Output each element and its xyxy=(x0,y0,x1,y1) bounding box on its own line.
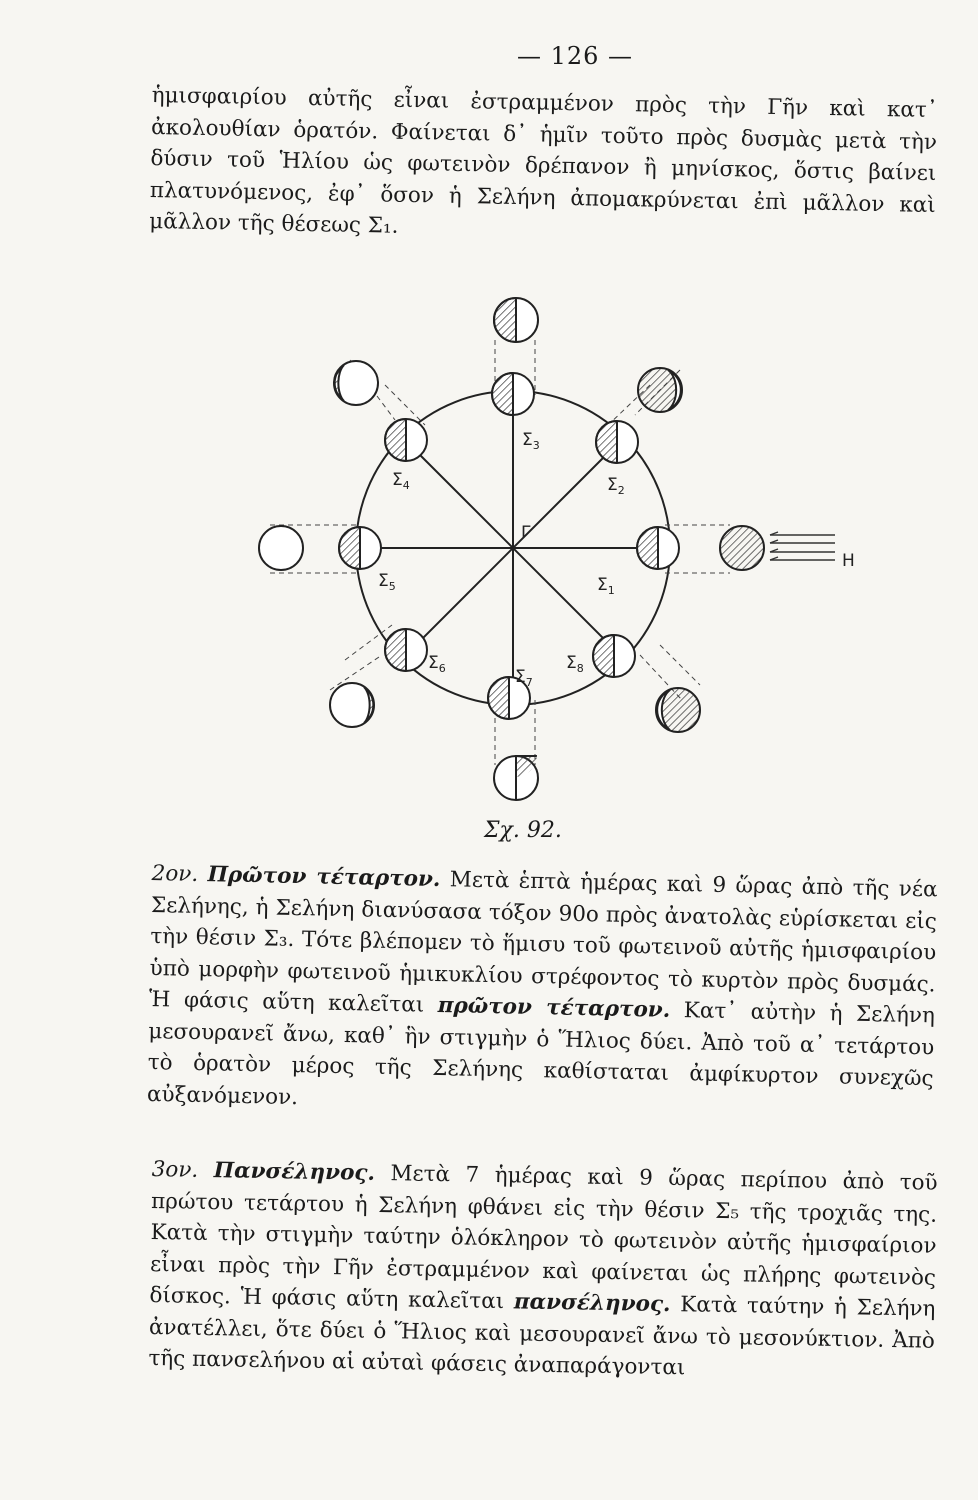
section-term: Πανσέληνος. xyxy=(213,1158,376,1186)
label-sun: Η xyxy=(842,551,855,571)
label-s2: $\Sigma_2$ xyxy=(607,475,625,497)
moon-phases-diagram xyxy=(0,290,978,830)
label-s4: $\Sigma_4$ xyxy=(392,470,410,492)
phase-full-moon xyxy=(259,526,303,570)
sun-rays xyxy=(770,532,835,560)
phase-crescent xyxy=(638,368,682,412)
paragraph-3-text-a: Μετὰ 7 ἡμέρας καὶ 9 ὥρας περίπου ἀπὸ τοῦ πρώτου τετάρτου ἡ Σελήνη φθάνει εἰς τὴν θέσιν Σ₅ τῆς τροχιᾶς της. Κατὰ τὴν στιγμὴν ταύτην ὁλόκληρον τὸ φωτεινὸν αὐτῆς ἡμισφαίριον εἶναι πρὸς τὴν Γῆν ἐστραμμένον καὶ φαίνεται ὡς πλήρης φωτεινὸς δίσκος. Ἡ φάσις αὕτη καλεῖται xyxy=(149,1160,938,1315)
moon-sigma-2 xyxy=(596,421,638,463)
label-s7: $\Sigma_7$ xyxy=(515,667,533,689)
section-term: Πρῶτον τέταρτον. xyxy=(207,862,441,893)
phase-waxing-gibbous xyxy=(334,361,378,405)
moon-sigma-8 xyxy=(593,635,635,677)
paragraph-2 xyxy=(147,858,938,1126)
label-center: Γ xyxy=(521,523,531,543)
moon-sigma-1 xyxy=(637,527,679,569)
orbit-moons xyxy=(339,373,679,719)
paragraph-3 xyxy=(148,1154,938,1388)
paragraph-2-text-b: Κατ᾽ αὐτὴν ἡ Σελήνη μεσουρανεῖ ἄνω, καθ᾽ ἣν στιγμὴν ὁ Ἥλιος δύει. Ἀπὸ τοῦ α᾽ τετάρτου τὸ ὁρατὸν μέρος τῆς Σελήνης καθίσταται ἀμφίκυρτον συνεχῶς αὐξανόμενον. xyxy=(146,997,936,1110)
moon-sigma-6 xyxy=(385,629,427,671)
label-s1: $\Sigma_1$ xyxy=(597,575,615,597)
phase-waning-gibbous xyxy=(330,683,374,727)
figure-caption: Σχ. 92. xyxy=(484,818,562,843)
phase-new-moon xyxy=(720,526,764,570)
phase-first-quarter xyxy=(494,298,538,342)
moon-sigma-5 xyxy=(339,527,381,569)
label-s5: $\Sigma_5$ xyxy=(378,571,396,593)
label-s6: $\Sigma_6$ xyxy=(428,653,446,675)
paragraph-3-text-b: Κατὰ ταύτην ἡ Σελήνη ἀνατέλλει, ὅτε δύει ὁ Ἥλιος καὶ μεσουρανεῖ ἄνω τὸ μεσονύκτιον. Ἀπὸ τῆς πανσελήνου αἱ αὐταὶ φάσεις ἀναπαράγονται xyxy=(148,1292,936,1381)
section-number: 2ον. xyxy=(151,860,199,887)
phase-waning-crescent xyxy=(656,688,700,732)
page-number: — 126 — xyxy=(516,42,634,70)
section-term-inline: πανσέληνος. xyxy=(513,1289,671,1318)
section-number: 3ον. xyxy=(151,1156,199,1183)
moon-sigma-3 xyxy=(492,373,534,415)
paragraph-2-text-a: Μετὰ ἑπτὰ ἡμέρας καὶ 9 ὥρας ἀπὸ τῆς νέα Σελήνης, ἡ Σελήνη διανύσασα τόξον 90ο πρὸς ἀνατολὰς εὑρίσκεται εἰς τὴν θέσιν Σ₃. Τότε βλέπομεν τὸ ἥμισυ τοῦ φωτεινοῦ αὐτῆς ἡμισφαιρίου ὑπὸ μορφὴν φωτεινοῦ ἡμικυκλίου στρέφοντος τὸ κυρτὸν πρὸς δυσμάς. Ἡ φάσις αὕτη καλεῖται xyxy=(148,867,938,1019)
label-s3: $\Sigma_3$ xyxy=(522,430,540,452)
paragraph-1: ἡμισφαιρίου αὐτῆς εἶναι ἐστραμμένον πρὸς τὴν Γῆν καὶ κατ᾽ ἀκολουθίαν ὁρατόν. Φαίνεται δ᾽ ἡμῖν τοῦτο πρὸς δυσμὰς μετὰ τὴν δύσιν τοῦ Ἡλίου ὡς φωτεινὸν δρέπανον ἢ μηνίσκος, ὅστις βαίνει πλατυνόμενος, ἐφ᾽ ὅσον ἡ Σελήνη ἀπομακρύνεται ἐπὶ μᾶλλον καὶ μᾶλλον τῆς θέσεως Σ₁. xyxy=(149,82,938,239)
label-s8: $\Sigma_8$ xyxy=(566,653,584,675)
moon-sigma-4 xyxy=(385,419,427,461)
section-term-inline: πρῶτον τέταρτον. xyxy=(437,993,671,1023)
phase-last-quarter xyxy=(494,756,538,800)
